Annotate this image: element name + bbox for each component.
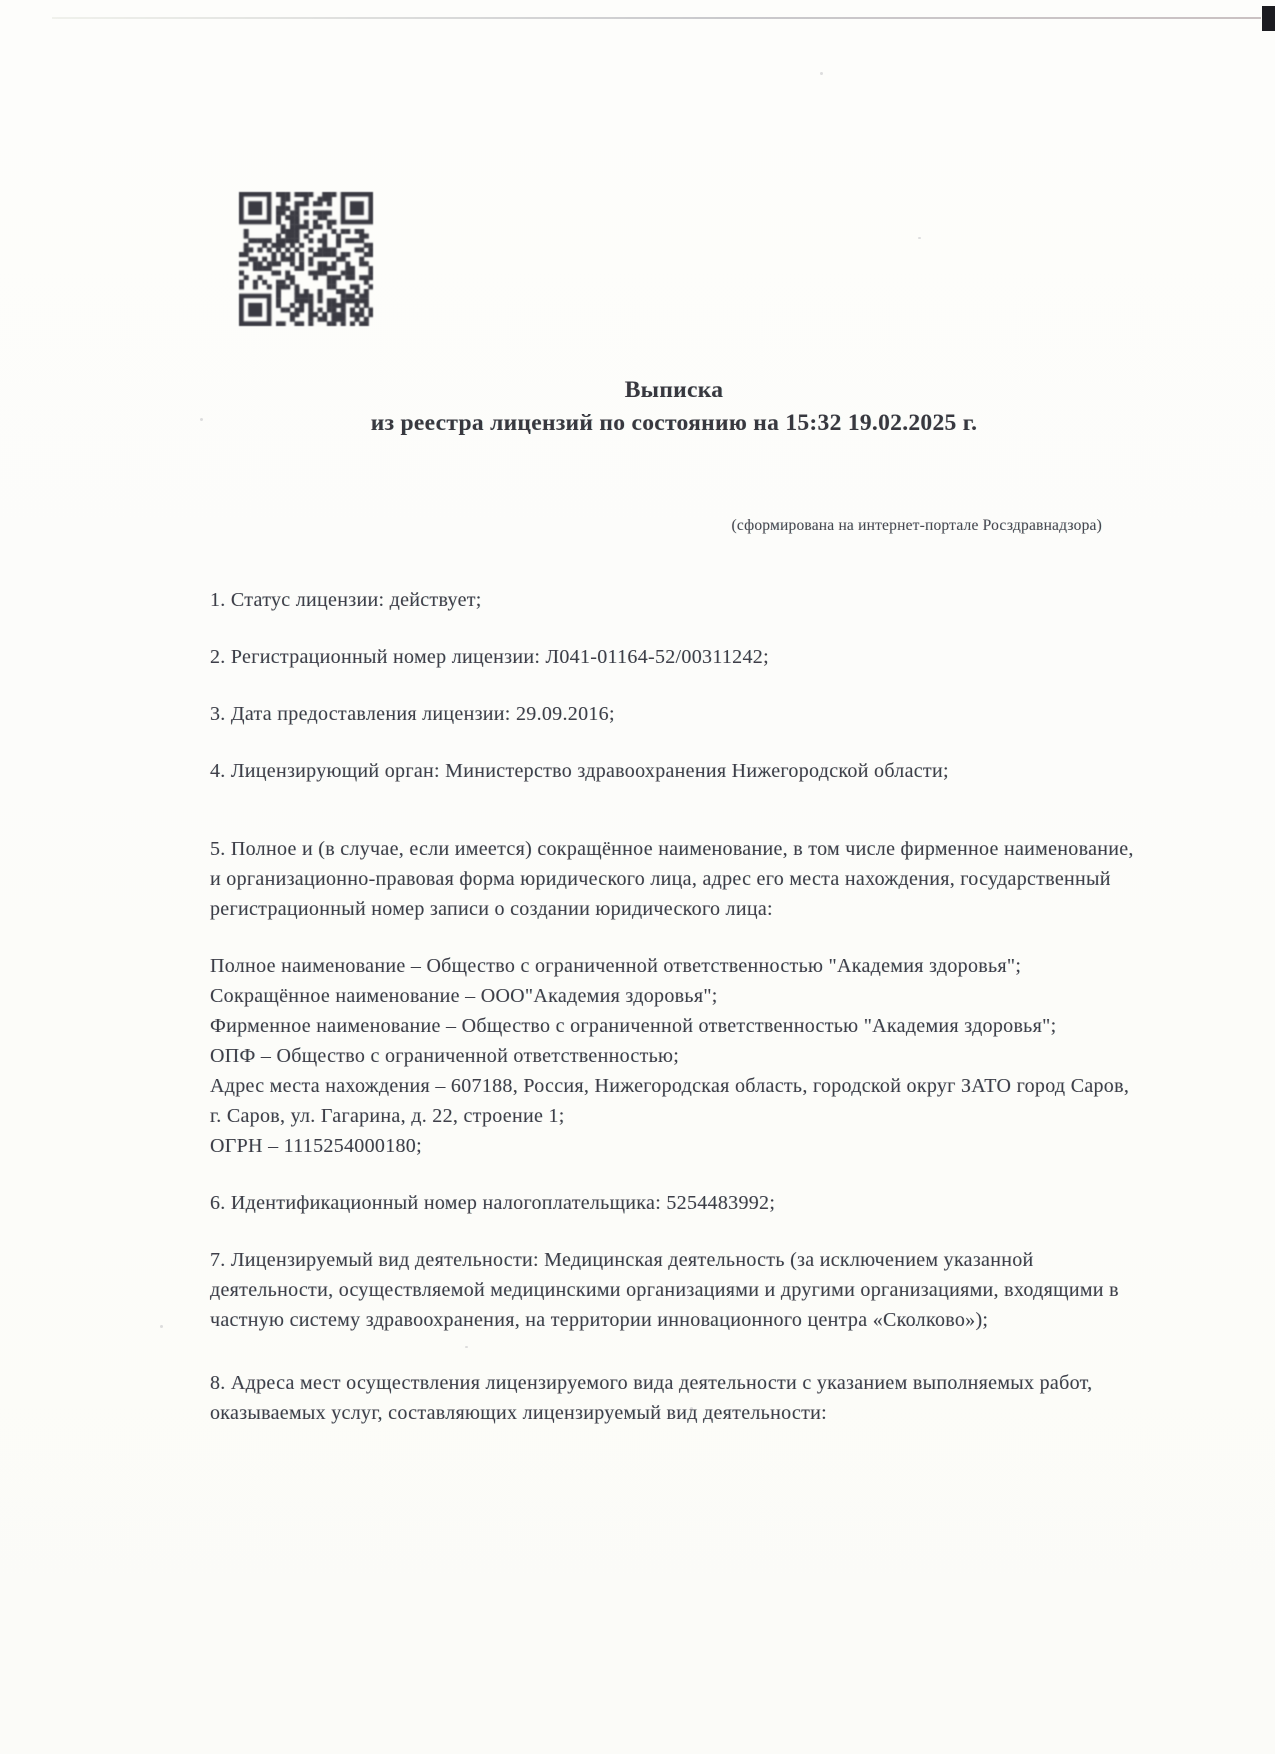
paragraph-licensing-authority: 4. Лицензирующий орган: Министерство здравоохранения Нижегородской области; <box>210 760 949 782</box>
paragraph-inn: 6. Идентификационный номер налогоплательщика: 5254483992; <box>210 1192 776 1214</box>
title-line-2: из реестра лицензий по состоянию на 15:32 19.02.2025 г. <box>370 410 978 436</box>
org-short-name: Сокращённое наименование – ООО"Академия здоровья"; <box>210 985 718 1007</box>
paragraph-registration-number: 2. Регистрационный номер лицензии: Л041-01164-52/00311242; <box>210 646 769 668</box>
scan-speck <box>820 72 823 75</box>
paragraph-activity-addresses: 8. Адреса мест осуществления лицензируемого вида деятельности с указанием выполняемых работ, оказываемых услуг, составляющих лицензируемый вид деятельности: <box>210 1372 1093 1424</box>
org-legal-form: ОПФ – Общество с ограниченной ответственностью; <box>210 1045 680 1067</box>
org-ogrn: ОГРН – 1115254000180; <box>210 1135 422 1157</box>
formation-note: (сформирована на интернет-портале Росздравнадзора) <box>731 517 1102 534</box>
paragraph-license-date: 3. Дата предоставления лицензии: 29.09.2016; <box>210 703 615 725</box>
org-brand-name: Фирменное наименование – Общество с ограниченной ответственностью "Академия здоровья"; <box>210 1015 1057 1037</box>
title-line-1: Выписка <box>624 377 724 403</box>
scan-corner-artifact <box>1262 6 1275 31</box>
org-details-block <box>210 951 1138 1161</box>
qr-code-icon <box>239 192 373 326</box>
scan-speck <box>918 237 921 239</box>
scan-edge-line <box>52 17 1261 19</box>
document-title <box>210 374 1138 440</box>
qr-code <box>239 192 373 326</box>
scan-speck <box>160 1325 163 1328</box>
org-full-name: Полное наименование – Общество с ограниченной ответственностью "Академия здоровья"; <box>210 955 1022 977</box>
scan-speck <box>200 418 203 421</box>
org-address: Адрес места нахождения – 607188, Россия, Нижегородская область, городской округ ЗАТО город Саров, г. Саров, ул. Гагарина, д. 22, строение 1; <box>210 1075 1130 1127</box>
paragraph-licensed-activity: 7. Лицензируемый вид деятельности: Медицинская деятельность (за исключением указанной деятельности, осуществляемой медицинскими организациями и другими организациями, входящими в частную систему здравоохранения, на территории инновационного центра «Сколково»); <box>210 1249 1119 1331</box>
paragraph-entity-info-heading: 5. Полное и (в случае, если имеется) сокращённое наименование, в том числе фирменное наименование, и организационно-правовая форма юридического лица, адрес его места нахождения, государственный регистрационный номер записи о создании юридического лица: <box>210 838 1134 920</box>
paragraph-license-status: 1. Статус лицензии: действует; <box>210 589 482 611</box>
document-content <box>210 374 1138 1428</box>
